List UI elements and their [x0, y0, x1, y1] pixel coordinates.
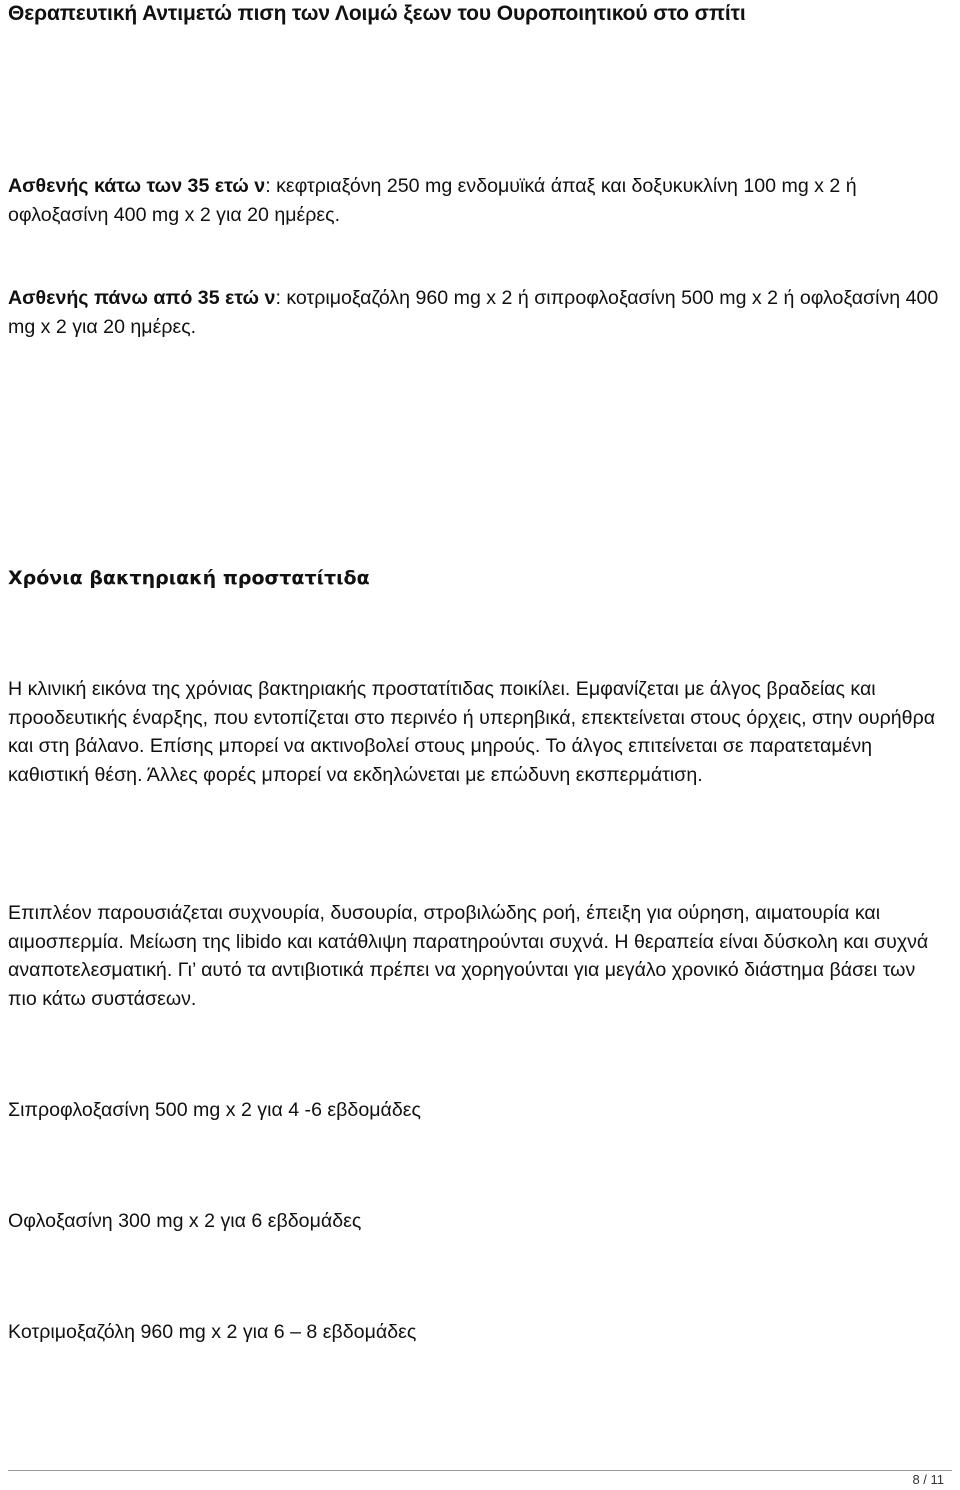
symptoms-therapy-paragraph: Επιπλέον παρουσιάζεται συχνουρία, δυσουρία, στροβιλώδης ροή, έπειξη για ούρηση, αιματουρία και αιμοσπερμία. Μείωση της libido και κατάθλιψη παρατηρούνται συχνά. Η θεραπεία είναι δύσκολη και συχνά αναποτελεσματική. Γι’ αυτό τα αντιβιοτικά πρέπει να χορηγούνται για μεγάλο χρονικό διάστημα βάσει των πιο κάτω συστάσεων.: [8, 902, 929, 1010]
regimen-item: Σιπροφλοξασίνη 500 mg x 2 για 4 -6 εβδομάδες: [8, 1099, 421, 1121]
treatment-text-under-35: : κεφτριαξόνη 250 mg ενδομυϊκά άπαξ και δοξυκυκλίνη 100 mg x 2 ή οφλοξασίνη 400 mg x 2 για 20 ημέρες.: [8, 175, 857, 226]
regimen-item: Οφλοξασίνη 300 mg x 2 για 6 εβδομάδες: [8, 1210, 362, 1232]
treatment-paragraph-over-35: [8, 284, 948, 341]
section-heading: Χρόνια βακτηριακή προστατίτιδα: [8, 567, 370, 589]
patient-group-label-under-35: Ασθενής κάτω των 35 ετώ ν: [8, 175, 266, 197]
patient-group-label-over-35: Ασθενής πάνω από 35 ετώ ν: [8, 287, 276, 309]
page-title: Θεραπευτική Αντιμετώ πιση των Λοιμώ ξεων του Ουροποιητικού στο σπίτι: [8, 2, 746, 25]
treatment-paragraph-under-35: [8, 172, 948, 229]
treatment-text-over-35: : κοτριμοξαζόλη 960 mg x 2 ή σιπροφλοξασίνη 500 mg x 2 ή οφλοξασίνη 400 mg x 2 για 20 ημέρες.: [8, 287, 939, 338]
footer-divider: [8, 1470, 952, 1471]
clinical-picture-paragraph: Η κλινική εικόνα της χρόνιας βακτηριακής προστατίτιδας ποικίλει. Εμφανίζεται με άλγος βραδείας και προοδευτικής έναρξης, που εντοπίζεται στο περινέο ή υπερηβικά, επεκτείνεται στους όρχεις, στην ουρήθρα και στη βάλανο. Επίσης μπορεί να ακτινοβολεί στους μηρούς. Το άλγος επιτείνεται σε παρατεταμένη καθιστική θέση. Άλλες φορές μπορεί να εκδηλώνεται με επώδυνη εκσπερμάτιση.: [8, 678, 936, 786]
page-number: 8 / 11: [912, 1472, 944, 1487]
regimen-item: Κοτριμοξαζόλη 960 mg x 2 για 6 – 8 εβδομάδες: [8, 1321, 417, 1343]
